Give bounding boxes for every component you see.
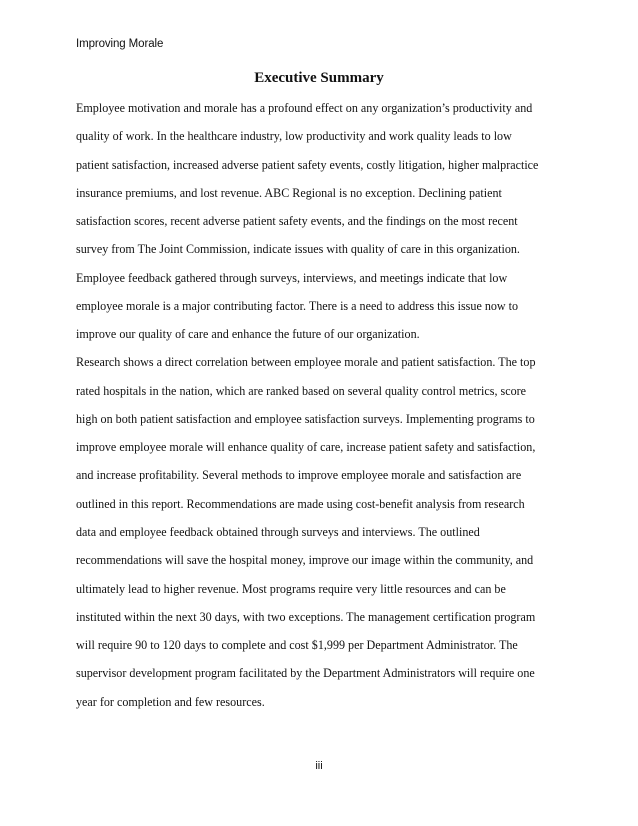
text-line: insurance premiums, and lost revenue. ABC Regional is no exception. Declining patient	[76, 185, 502, 200]
text-line: improve our quality of care and enhance the future of our organization.	[76, 327, 420, 342]
text-line: and increase profitability. Several methods to improve employee morale and satisfaction are	[76, 468, 522, 483]
text-line: year for completion and few resources.	[76, 694, 265, 709]
text-line: rated hospitals in the nation, which are ranked based on several quality control metrics, score	[76, 383, 527, 398]
text-line: satisfaction scores, recent adverse patient safety events, and the findings on the most recent	[76, 214, 518, 229]
page-number: iii	[315, 760, 323, 772]
text-line: improve employee morale will enhance quality of care, increase patient safety and satisfaction,	[76, 440, 536, 455]
text-line: quality of work. In the healthcare industry, low productivity and work quality leads to low	[76, 129, 512, 144]
section-title: Executive Summary	[254, 70, 384, 86]
text-line: data and employee feedback obtained through surveys and interviews. The outlined	[76, 524, 480, 539]
text-line: supervisor development program facilitated by the Department Administrators will require one	[76, 666, 535, 681]
executive-summary-body	[76, 99, 576, 721]
text-line: instituted within the next 30 days, with two exceptions. The management certification program	[76, 609, 536, 624]
text-line: employee morale is a major contributing factor. There is a need to address this issue now to	[76, 298, 519, 313]
text-line: Employee feedback gathered through surveys, interviews, and meetings indicate that low	[76, 270, 508, 285]
text-line: will require 90 to 120 days to complete and cost $1,999 per Department Administrator. The	[76, 638, 518, 653]
text-line: Employee motivation and morale has a profound effect on any organization’s productivity and	[76, 101, 533, 115]
text-line: recommendations will save the hospital money, improve our image within the community, and	[76, 553, 534, 568]
text-line: survey from The Joint Commission, indicate issues with quality of care in this organization.	[76, 242, 520, 257]
running-header: Improving Morale	[76, 38, 164, 50]
text-line: Research shows a direct correlation between employee morale and patient satisfaction. The top	[76, 355, 536, 370]
text-line: patient satisfaction, increased adverse patient safety events, costly litigation, higher malpractice	[76, 157, 539, 172]
text-line: ultimately lead to higher revenue. Most programs require very little resources and can be	[76, 581, 506, 596]
text-line: outlined in this report. Recommendations are made using cost-benefit analysis from research	[76, 496, 525, 511]
text-line: high on both patient satisfaction and employee satisfaction surveys. Implementing programs to	[76, 411, 535, 426]
